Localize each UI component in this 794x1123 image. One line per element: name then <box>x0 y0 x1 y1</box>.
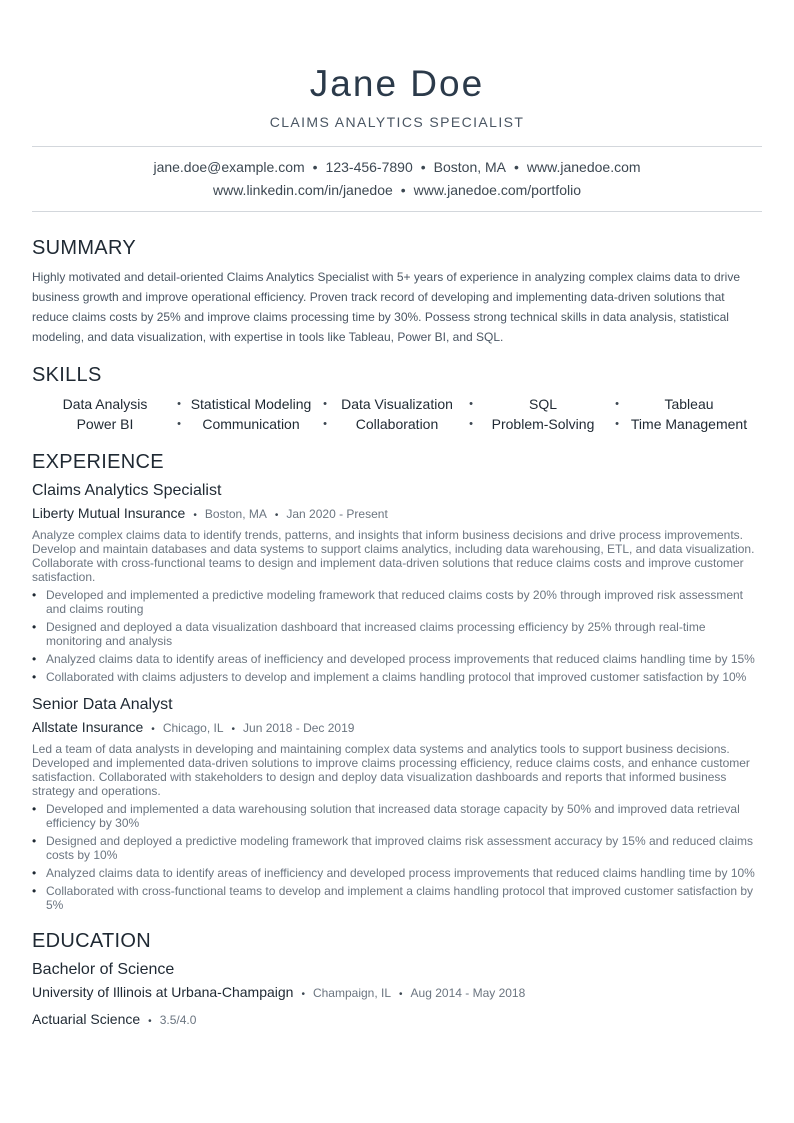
skills-section <box>32 364 762 434</box>
job-meta <box>32 502 762 527</box>
skill-item: Power BI • <box>32 414 178 434</box>
contact-separator: • <box>312 159 318 175</box>
experience-section <box>32 451 762 912</box>
contact-line-1 <box>32 156 762 179</box>
contact-block <box>32 147 762 211</box>
job-meta <box>32 716 762 741</box>
meta-separator: • <box>399 989 403 1000</box>
meta-separator: • <box>151 724 155 735</box>
achievement-item: • Designed and deployed a predictive modeling framework that improved claims risk assessment accuracy by 15% and reduced claims costs by 10% <box>32 834 762 862</box>
contact-phone[interactable]: 123-456-7890 <box>325 159 413 175</box>
meta-separator: • <box>193 510 197 521</box>
skill-item: Tableau <box>664 396 714 412</box>
candidate-title: CLAIMS ANALYTICS SPECIALIST <box>269 114 525 130</box>
achievement-item: • Analyzed claims data to identify areas of inefficiency and developed process improvements that reduced claims handling time by 10% <box>32 866 762 880</box>
skill-item: Statistical Modeling • <box>178 394 324 414</box>
skill-item: Problem-Solving • <box>470 414 616 434</box>
job-company: Liberty Mutual Insurance <box>32 505 186 521</box>
skill-item: Data Visualization • <box>324 394 470 414</box>
job-location: Boston, MA <box>204 507 267 521</box>
contact-linkedin[interactable]: www.linkedin.com/in/janedoe <box>213 182 393 198</box>
education-location: Champaign, IL <box>312 986 392 1000</box>
job-role: Claims Analytics Specialist <box>32 482 222 499</box>
contact-email[interactable]: jane.doe@example.com <box>153 159 305 175</box>
skills-heading: SKILLS <box>32 364 102 386</box>
skill-item: Collaboration • <box>324 414 470 434</box>
job-achievements <box>32 588 762 684</box>
meta-separator: • <box>148 1016 152 1027</box>
contact-location: Boston, MA <box>433 159 507 175</box>
candidate-name: Jane Doe <box>309 63 485 104</box>
achievement-item: • Collaborated with claims adjusters to develop and implement a claims handling protocol that improved customer satisfaction by 10% <box>32 670 762 684</box>
job-entry <box>32 696 762 912</box>
achievement-item: • Developed and implemented a predictive modeling framework that reduced claims costs by 20% through improved risk assessment and claims routing <box>32 588 762 616</box>
experience-heading: EXPERIENCE <box>32 451 164 473</box>
skills-grid <box>32 394 762 434</box>
achievement-item: • Analyzed claims data to identify areas of inefficiency and developed process improvements that reduced claims handling time by 15% <box>32 652 762 666</box>
job-description: Led a team of data analysts in developing and maintaining complex data systems and analytics tools to support business decisions. Developed and implemented data-driven solutions to improve claims processing efficiency, reduce claims costs, and enhance customer satisfaction. Collaborated with stakeholders to design and deploy data visualization dashboards and reports that informed business strategy and operations. <box>32 742 750 798</box>
achievement-item: • Designed and deployed a data visualization dashboard that increased claims processing efficiency by 25% through real-time monitoring and analysis <box>32 620 762 648</box>
contact-website[interactable]: www.janedoe.com <box>526 159 641 175</box>
education-school: University of Illinois at Urbana-Champaign <box>32 984 294 1000</box>
education-gpa: 3.5/4.0 <box>159 1013 197 1027</box>
job-description: Analyze complex claims data to identify trends, patterns, and insights that inform business decisions and drive process improvements. Develop and maintain databases and data systems to support claims analytics, including data warehousing, ETL, and data visualization. Collaborate with cross-functional teams to design and implement data-driven solutions that reduce claims costs and improve customer satisfaction. <box>32 528 755 584</box>
education-meta <box>32 981 762 1006</box>
meta-separator: • <box>231 724 236 735</box>
job-dates: Jan 2020 - Present <box>286 507 388 521</box>
skill-item: SQL • <box>470 394 616 414</box>
job-location: Chicago, IL <box>162 721 224 735</box>
education-dates: Aug 2014 - May 2018 <box>410 986 526 1000</box>
job-role: Senior Data Analyst <box>32 696 173 713</box>
skill-item: Communication • <box>178 414 324 434</box>
education-degree: Bachelor of Science <box>32 961 175 978</box>
education-major: Actuarial Science <box>32 1011 141 1027</box>
education-major-row <box>32 1008 762 1033</box>
achievement-item: • Developed and implemented a data warehousing solution that increased data storage capacity by 50% and improved data retrieval efficiency by 30% <box>32 802 762 830</box>
job-company: Allstate Insurance <box>32 719 144 735</box>
meta-separator: • <box>274 510 279 521</box>
contact-separator: • <box>400 182 406 198</box>
job-achievements <box>32 802 762 912</box>
summary-section <box>32 237 762 347</box>
job-dates: Jun 2018 - Dec 2019 <box>243 721 355 735</box>
achievement-item: • Collaborated with cross-functional teams to develop and implement a claims handling protocol that improved customer satisfaction by 5% <box>32 884 762 912</box>
contact-line-2 <box>32 179 762 202</box>
contact-separator: • <box>420 159 426 175</box>
education-heading: EDUCATION <box>32 930 151 952</box>
resume-page <box>32 0 762 1033</box>
skill-item: Time Management <box>630 416 748 432</box>
contact-portfolio[interactable]: www.janedoe.com/portfolio <box>413 182 581 198</box>
education-section <box>32 930 762 1033</box>
skill-item: Data Analysis • <box>32 394 178 414</box>
contact-separator: • <box>514 159 519 175</box>
summary-text: Highly motivated and detail-oriented Claims Analytics Specialist with 5+ years of experience in analyzing complex claims data to drive business growth and improve operational efficiency. Proven track record of developing and implementing data-driven solutions that reduce claims costs by 25% and improve claims processing time by 30%. Possess strong technical skills in data analysis, statistical modeling, and data visualization, with expertise in tools like Tableau, Power BI, and SQL. <box>32 270 741 344</box>
job-entry <box>32 482 762 684</box>
summary-heading: SUMMARY <box>32 237 136 259</box>
header-divider-bottom <box>32 211 762 212</box>
meta-separator: • <box>301 989 305 1000</box>
